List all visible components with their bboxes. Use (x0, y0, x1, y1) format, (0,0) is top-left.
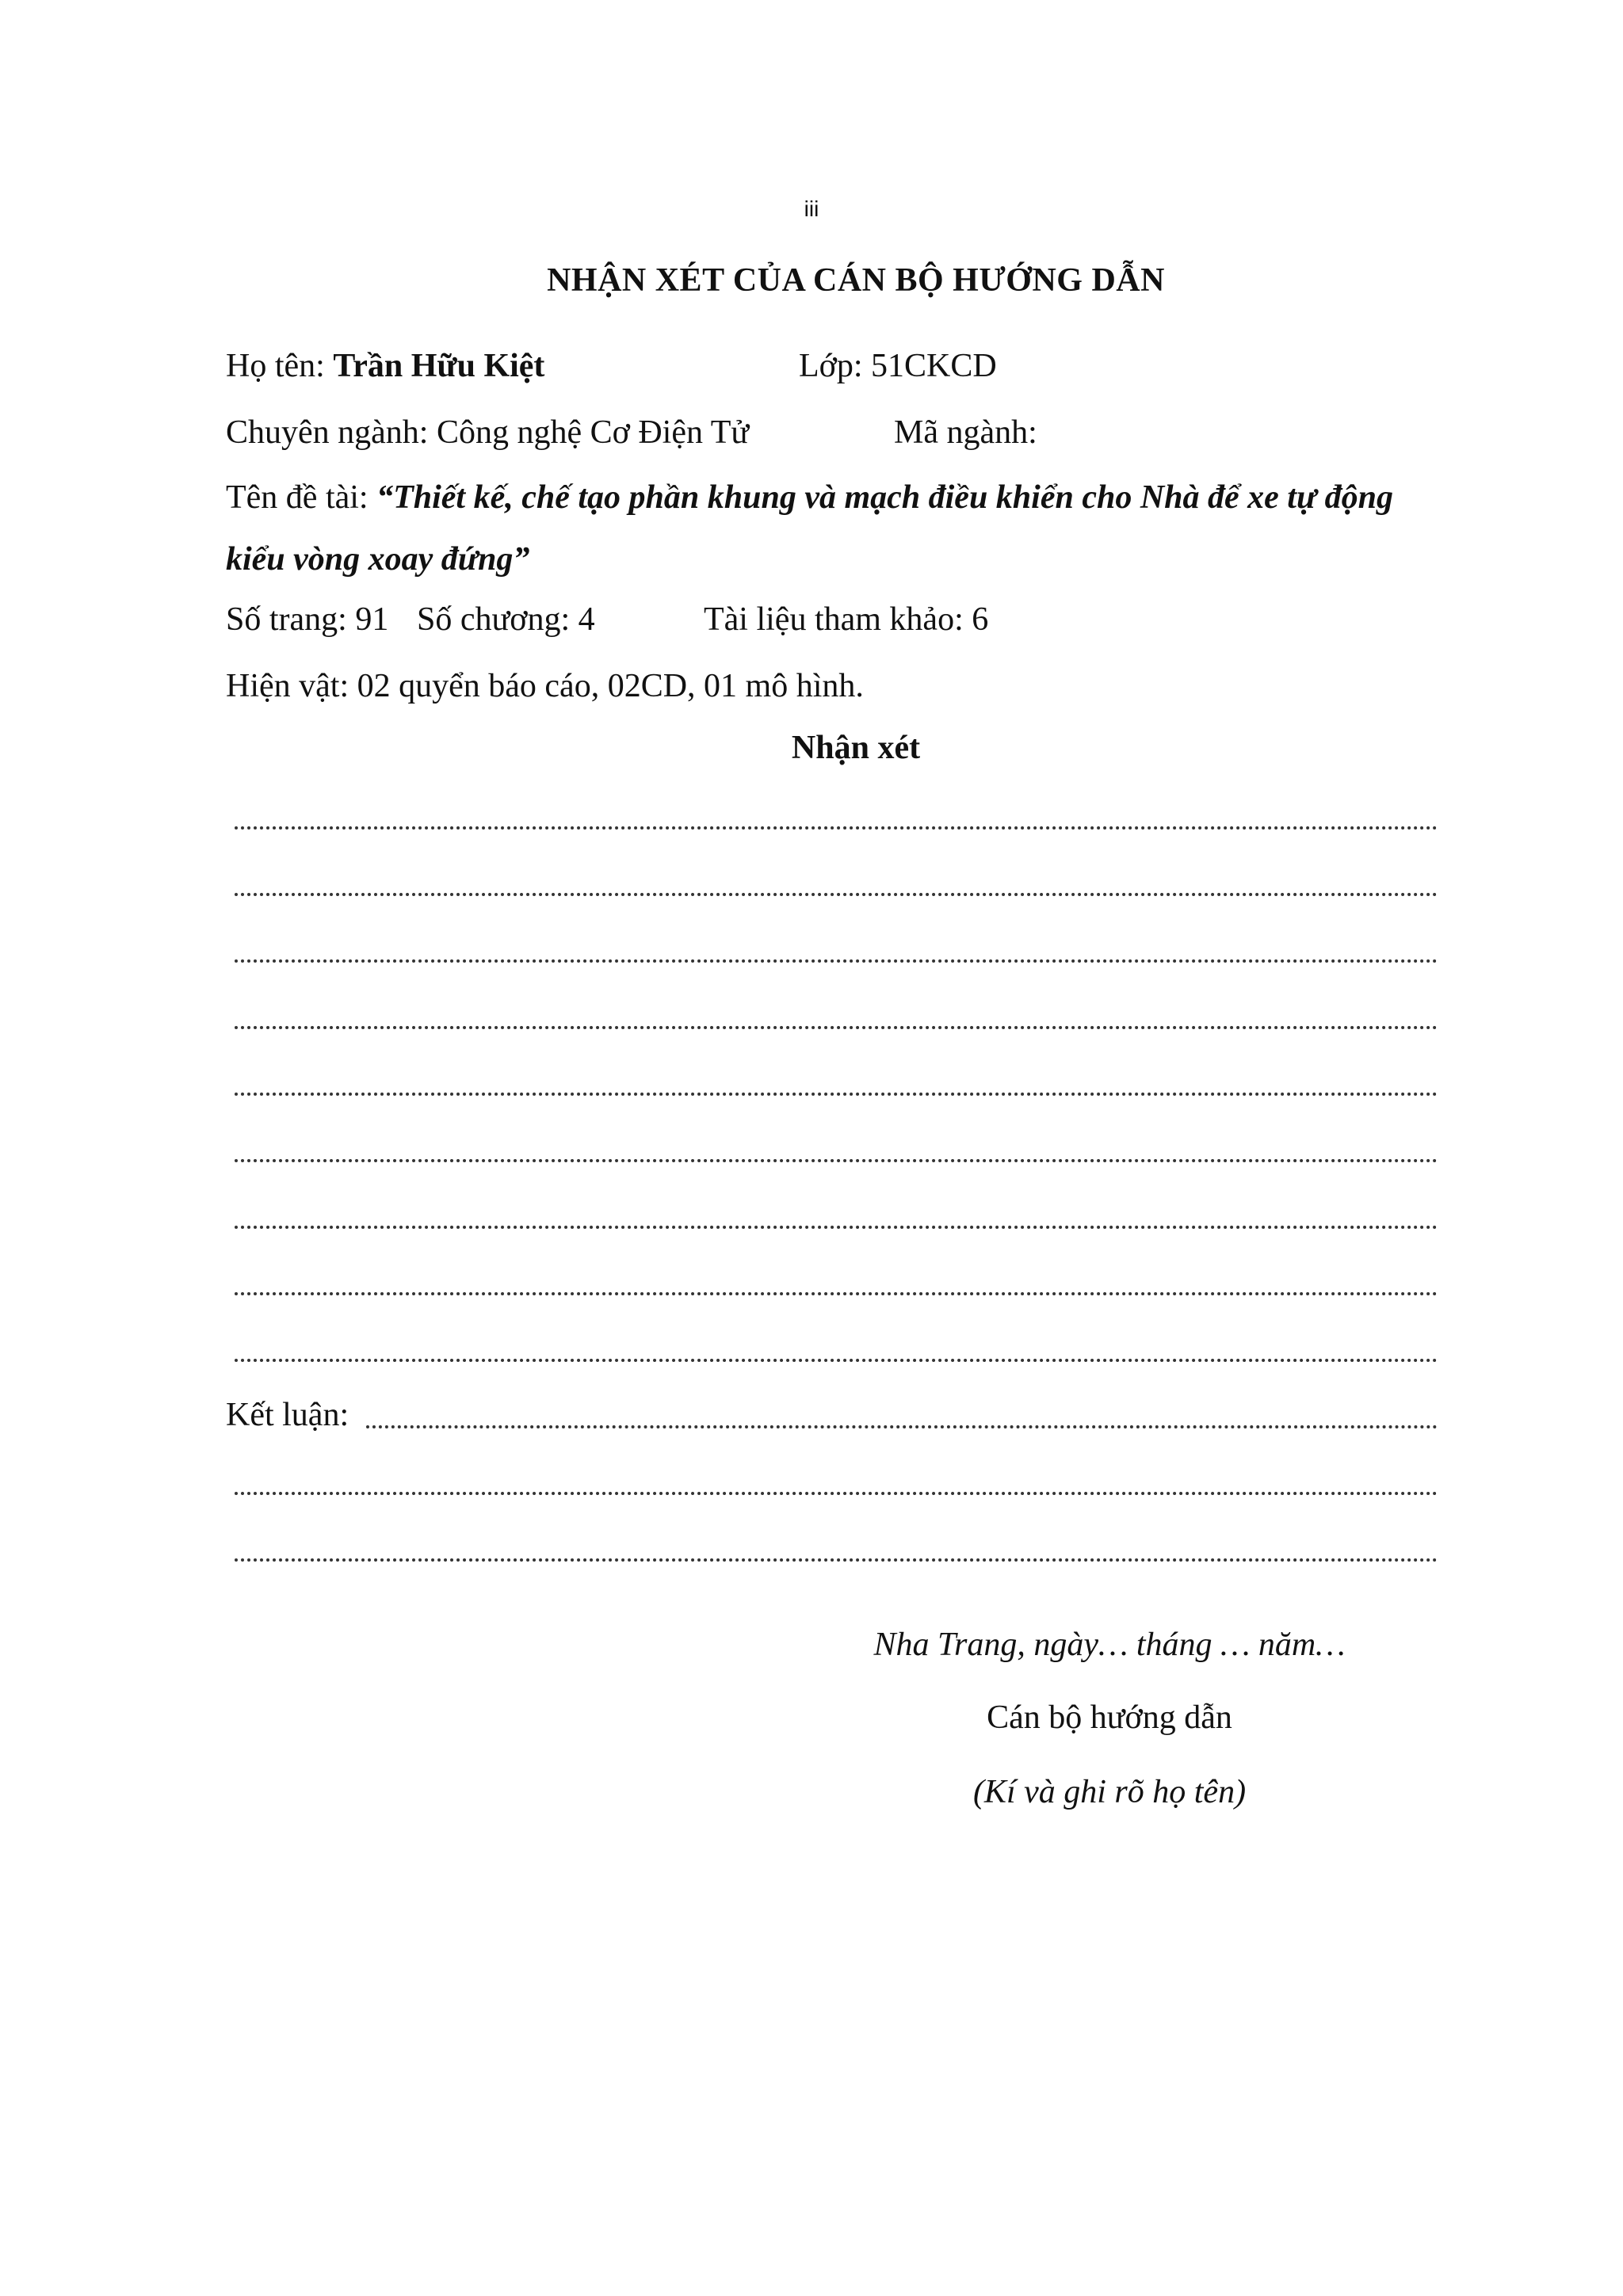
major-label: Chuyên ngành: Công nghệ Cơ Điện Tử (226, 414, 750, 451)
conclusion-dotted-line[interactable] (235, 1492, 1438, 1498)
place-date-line: Nha Trang, ngày… tháng … năm… (873, 1627, 1346, 1663)
conclusion-dotted-line[interactable] (235, 1558, 1438, 1565)
artifacts-line: Hiện vật: 02 quyển báo cáo, 02CD, 01 mô hình. (226, 668, 864, 704)
comment-dotted-line[interactable] (235, 1159, 1438, 1165)
conclusion-dotted-line[interactable] (366, 1425, 1438, 1432)
page-number: iii (804, 196, 819, 221)
topic-line-1 (226, 479, 1393, 517)
comment-dotted-line[interactable] (235, 893, 1438, 899)
signature-instruction: (Kí và ghi rõ họ tên) (972, 1774, 1247, 1810)
comment-dotted-line[interactable] (235, 1359, 1438, 1365)
student-name-line (226, 347, 544, 385)
document-title: NHẬN XÉT CỦA CÁN BỘ HƯỚNG DẪN (547, 262, 1165, 299)
comment-dotted-line[interactable] (235, 826, 1438, 833)
stats-references: Tài liệu tham khảo: 6 (704, 601, 989, 638)
stats-pages: Số trang: 91 (226, 601, 389, 638)
student-class: Lớp: 51CKCD (799, 348, 997, 384)
student-name-value: Trần Hữu Kiệt (333, 348, 545, 384)
student-name-label: Họ tên: (226, 348, 334, 384)
topic-label: Tên đề tài: (226, 479, 377, 516)
comment-dotted-line[interactable] (235, 959, 1438, 966)
comment-dotted-line[interactable] (235, 1226, 1438, 1232)
conclusion-label: Kết luận: (226, 1397, 349, 1433)
topic-value-line2: kiểu vòng xoay đứng” (226, 541, 530, 578)
comment-dotted-line[interactable] (235, 1093, 1438, 1099)
major-code-label: Mã ngành: (894, 414, 1037, 451)
topic-value-line1: “Thiết kế, chế tạo phần khung và mạch điều khiển cho Nhà để xe tự động (376, 479, 1394, 516)
signer-role: Cán bộ hướng dẫn (987, 1699, 1232, 1736)
comment-dotted-line[interactable] (235, 1292, 1438, 1299)
comments-heading: Nhận xét (791, 730, 921, 766)
comment-dotted-line[interactable] (235, 1026, 1438, 1032)
stats-chapters: Số chương: 4 (417, 601, 595, 638)
